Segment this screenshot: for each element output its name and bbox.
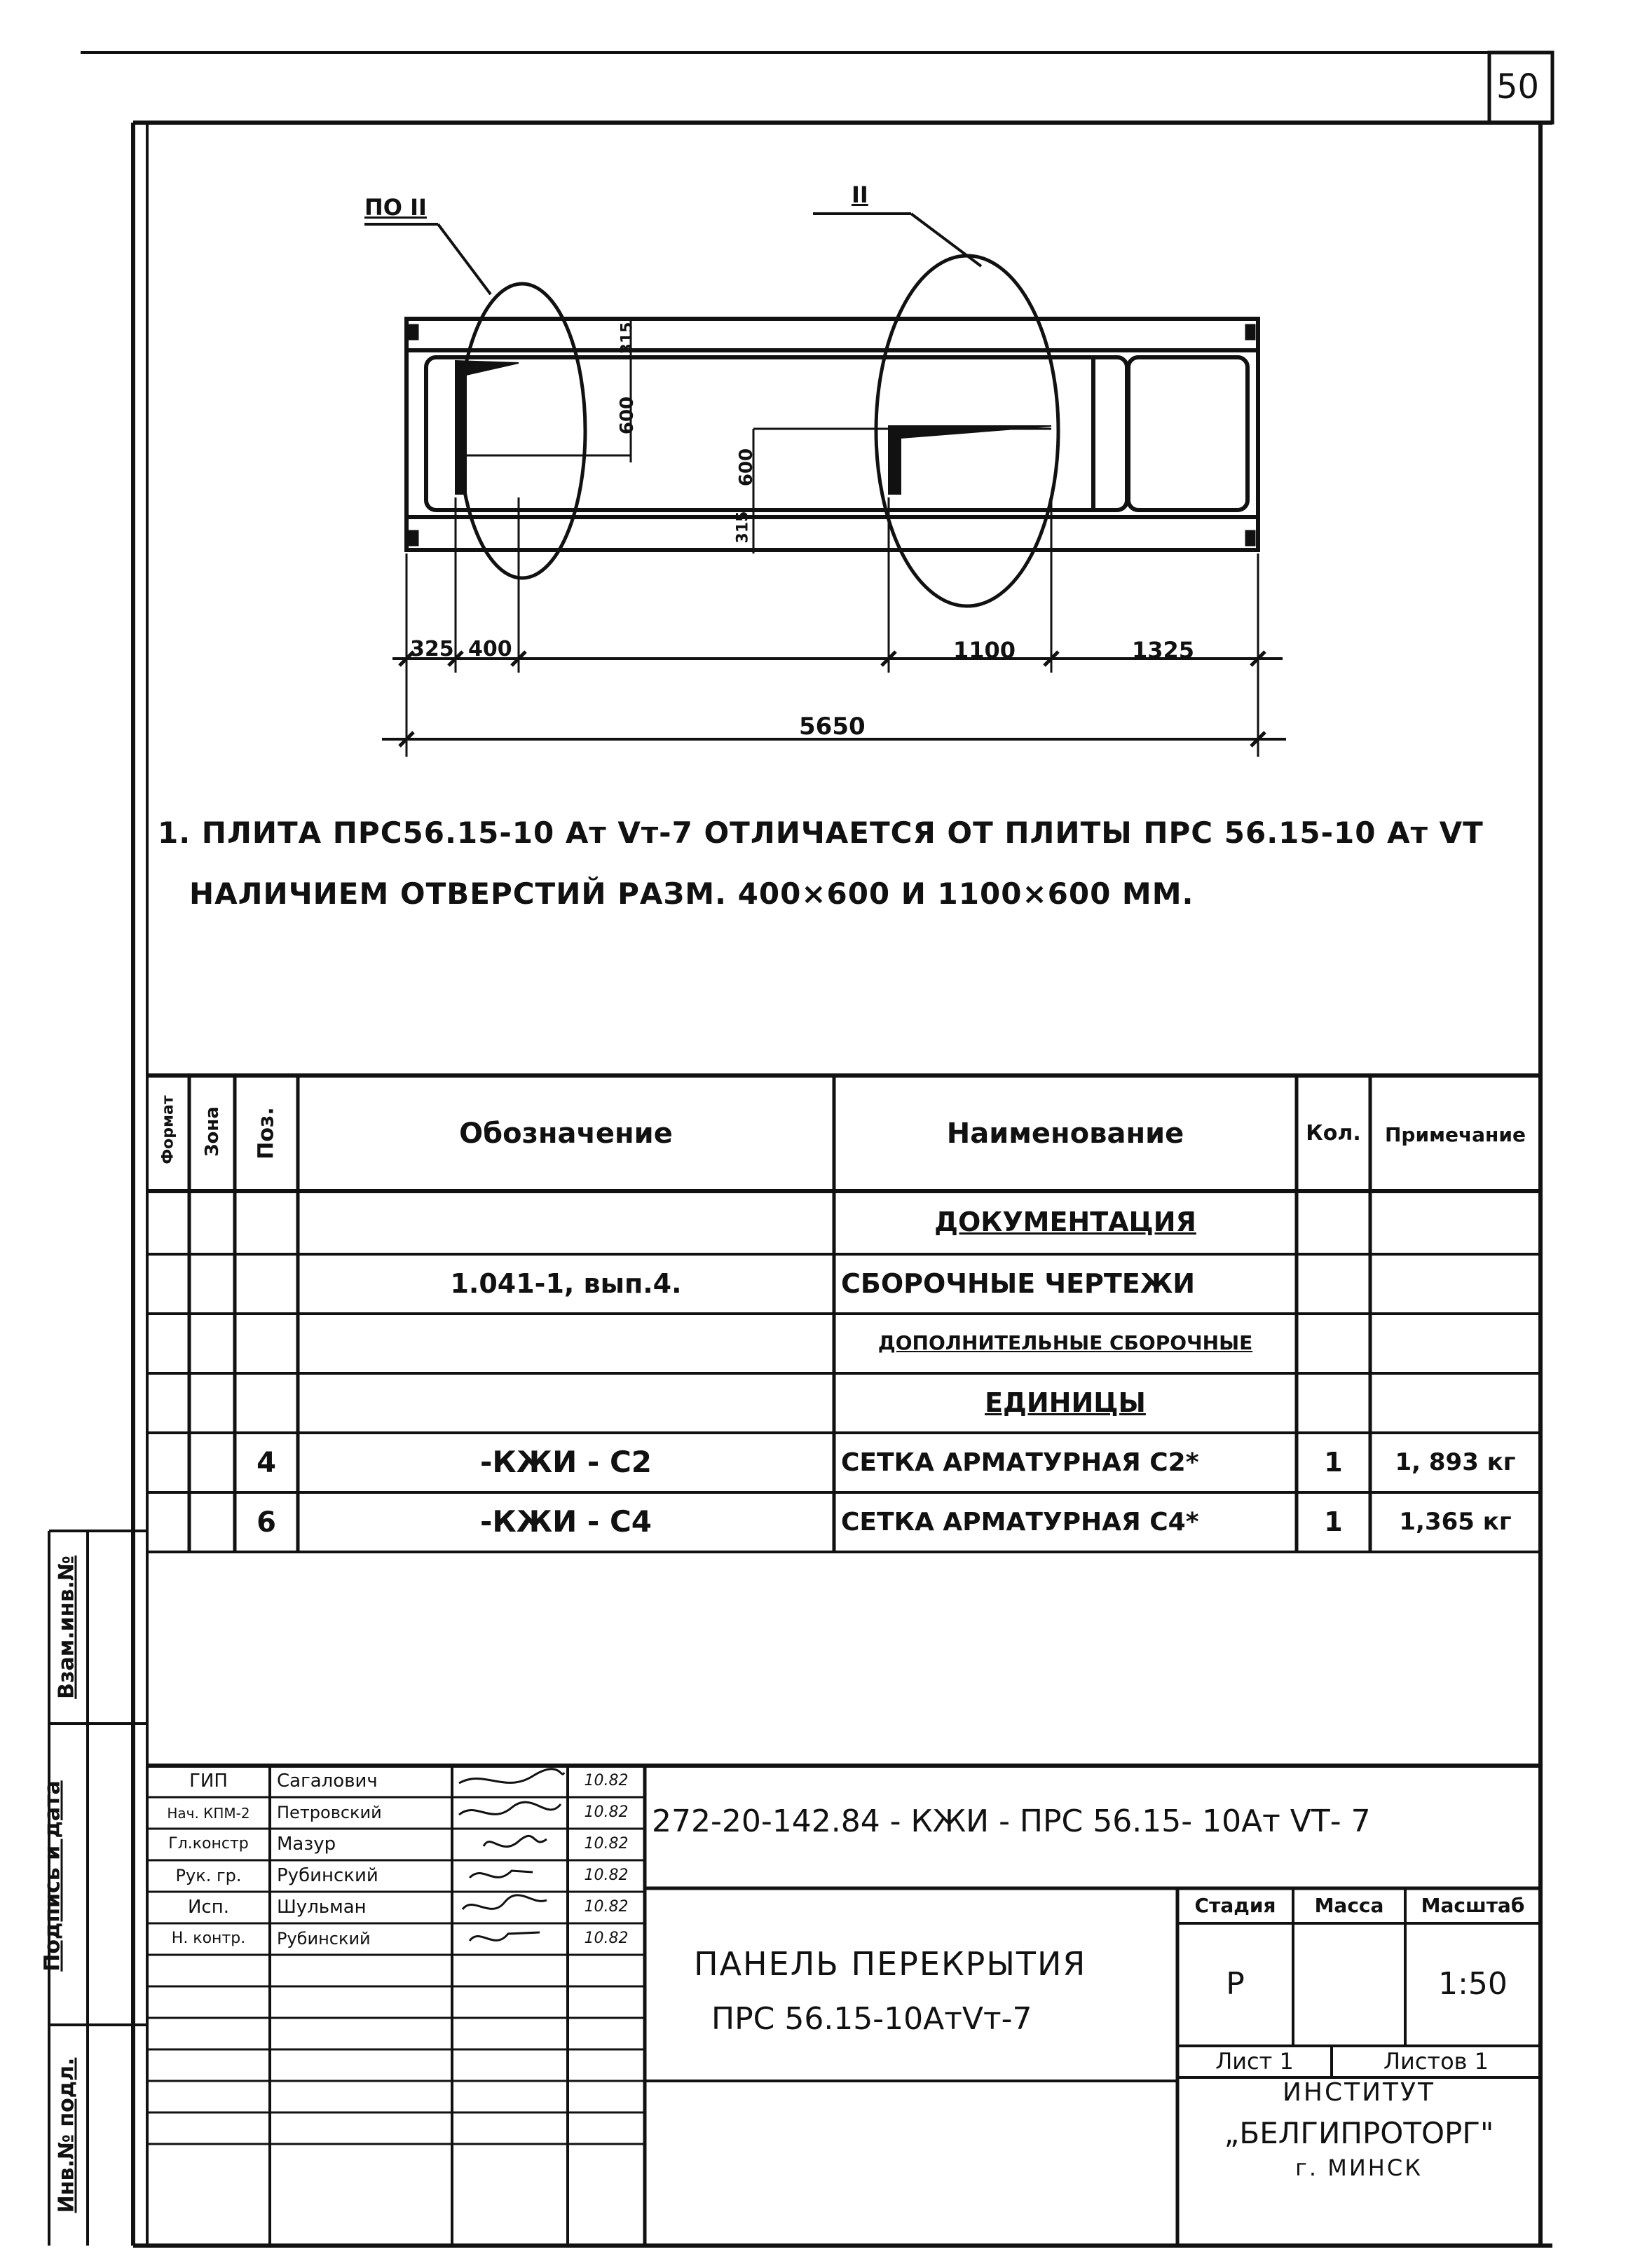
dim-1325: 1325: [1132, 637, 1195, 664]
signer-date-6: 10.82: [584, 1930, 629, 1948]
row-5-pos: 4: [257, 1446, 276, 1479]
callout-right: II: [852, 181, 868, 208]
row-4-name: ЕДИНИЦЫ: [985, 1387, 1146, 1418]
dim-5650: 5650: [799, 713, 866, 741]
org-line-1: ИНСТИТУТ: [1283, 2078, 1435, 2108]
dim-600-left: 600: [617, 396, 638, 435]
row-5-qty: 1: [1324, 1446, 1343, 1478]
signer-date-3: 10.82: [584, 1835, 629, 1853]
header-zone: Зона: [202, 1106, 223, 1157]
signer-name-5: Шульман: [277, 1897, 367, 1918]
header-qty: Кол.: [1306, 1121, 1361, 1146]
header-note: Примечание: [1384, 1122, 1526, 1146]
signer-date-1: 10.82: [584, 1772, 629, 1790]
row-6-pos: 6: [257, 1506, 276, 1539]
note-line-2: НАЛИЧИЕМ ОТВЕРСТИЙ РАЗМ. 400×600 И 1100×600 ММ.: [189, 877, 1194, 911]
signer-date-4: 10.82: [584, 1867, 629, 1885]
slab-plan: [364, 214, 1286, 757]
org-line-3: г. МИНСК: [1295, 2154, 1423, 2181]
signer-name-2: Петровский: [277, 1803, 382, 1823]
scale-value: 1:50: [1438, 1966, 1508, 2002]
signer-date-5: 10.82: [584, 1898, 629, 1916]
signer-name-6: Рубинский: [277, 1929, 371, 1949]
callout-left: ПО II: [364, 194, 427, 221]
side-replaces-inv: Взам.инв.№: [54, 1555, 79, 1699]
dim-600-mid: 600: [736, 448, 757, 487]
doc-code: 272-20-142.84 - КЖИ - ПРС 56.15- 10Ат VТ- 7: [652, 1803, 1371, 1839]
signer-role-2: Нач. КПМ-2: [167, 1804, 250, 1822]
note-line-1: 1. ПЛИТА ПРС56.15-10 Ат Vт-7 ОТЛИЧАЕТСЯ ОТ ПЛИТЫ ПРС 56.15-10 Ат VТ: [158, 816, 1484, 850]
row-3-name: ДОПОЛНИТЕЛЬНЫЕ СБОРОЧНЫЕ: [877, 1331, 1253, 1355]
title-line-1: ПАНЕЛЬ ПЕРЕКРЫТИЯ: [694, 1945, 1087, 1983]
signer-role-5: Исп.: [187, 1897, 229, 1918]
dim-400: 400: [468, 637, 512, 661]
signer-name-3: Мазур: [277, 1834, 336, 1855]
scale-label: Масштаб: [1421, 1893, 1525, 1917]
signer-date-2: 10.82: [584, 1803, 629, 1822]
signer-role-3: Гл.констр: [168, 1835, 249, 1853]
row-1-name: ДОКУМЕНТАЦИЯ: [934, 1207, 1196, 1238]
row-6-designation: -КЖИ - С4: [479, 1504, 652, 1539]
signer-role-1: ГИП: [189, 1771, 228, 1792]
header-designation: Обозначение: [459, 1117, 673, 1150]
row-6-note: 1,365 кг: [1399, 1507, 1512, 1536]
sheet-number: 50: [1496, 67, 1540, 106]
mass-label: Масса: [1314, 1893, 1384, 1917]
row-6-qty: 1: [1324, 1506, 1343, 1537]
stage-label: Стадия: [1194, 1893, 1276, 1917]
side-signature-date: Подпись и дата: [40, 1780, 65, 1972]
dim-315-bot: 315: [734, 511, 752, 544]
header-pos: Поз.: [254, 1107, 279, 1160]
row-2-designation: 1.041-1, вып.4.: [450, 1267, 682, 1299]
signer-role-6: Н. контр.: [171, 1930, 246, 1948]
dim-1100: 1100: [953, 637, 1016, 664]
row-2-name: СБОРОЧНЫЕ ЧЕРТЕЖИ: [841, 1267, 1196, 1299]
row-5-name: СЕТКА АРМАТУРНАЯ С2*: [841, 1448, 1199, 1477]
signer-name-4: Рубинский: [277, 1865, 378, 1887]
side-inv-orig: Инв.№ подл.: [54, 2057, 79, 2213]
org-line-2: „БЕЛГИПРОТОРГ": [1224, 2115, 1494, 2150]
header-format: Формат: [159, 1095, 177, 1164]
sheets-label: Листов 1: [1383, 2047, 1489, 2075]
stage-value: Р: [1226, 1966, 1245, 2002]
row-5-designation: -КЖИ - С2: [479, 1445, 652, 1480]
sheet-label: Лист 1: [1215, 2047, 1294, 2075]
signer-role-4: Рук. гр.: [175, 1866, 242, 1886]
row-6-name: СЕТКА АРМАТУРНАЯ С4*: [841, 1507, 1199, 1537]
header-name: Наименование: [946, 1117, 1184, 1150]
signer-name-1: Сагалович: [277, 1771, 378, 1792]
dim-315-top: 315: [618, 322, 636, 355]
signatures: [459, 1769, 564, 1941]
title-line-2: ПРС 56.15-10АтVт-7: [711, 2001, 1032, 2037]
mass-value: [1293, 1923, 1405, 2046]
dim-325: 325: [410, 637, 454, 661]
row-5-note: 1, 893 кг: [1395, 1448, 1516, 1476]
